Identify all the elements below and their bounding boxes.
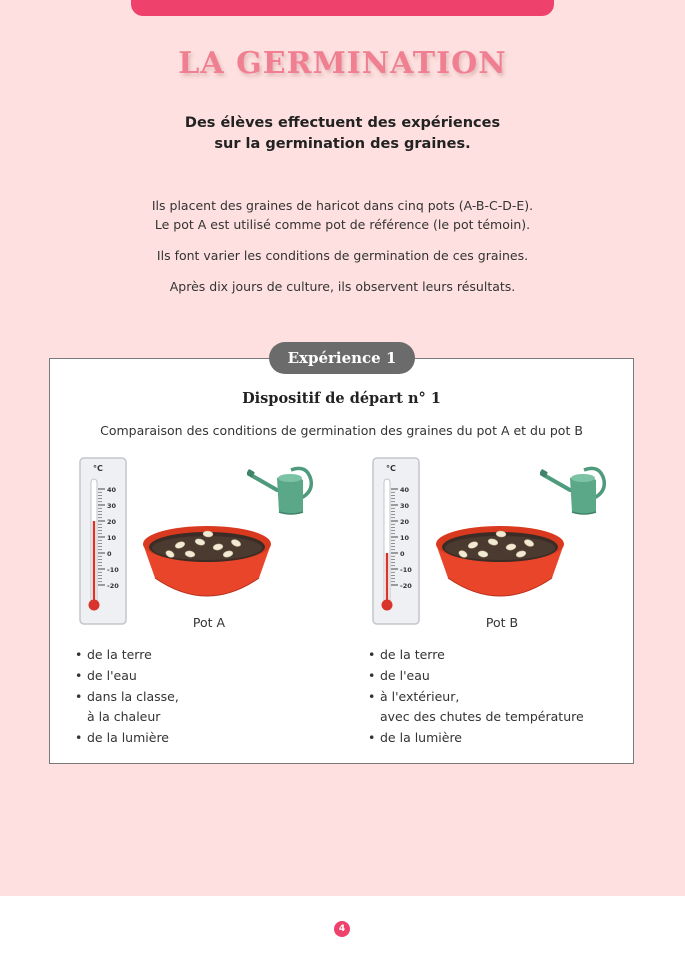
tick-label: 40 xyxy=(107,486,117,494)
intro-paragraph xyxy=(0,246,685,265)
tick-label: -10 xyxy=(400,566,412,574)
tick-label: 0 xyxy=(107,550,112,558)
comparison-text: Comparaison des conditions de germination des graines du pot A et du pot B xyxy=(100,423,583,438)
tick-label: 30 xyxy=(107,502,117,510)
thermometer-icon xyxy=(372,457,420,625)
experience-label: Expérience 1 xyxy=(269,342,415,374)
thermometer-mercury xyxy=(93,521,95,603)
tick-label: 10 xyxy=(400,534,410,542)
intro-paragraph xyxy=(0,196,685,234)
subtitle-line: sur la germination des graines. xyxy=(214,136,471,152)
intro-line: Ils placent des graines de haricot dans cinq pots (A-B-C-D-E). xyxy=(151,198,534,213)
thermometer-unit: °C xyxy=(386,464,396,473)
tick-label: 0 xyxy=(400,550,405,558)
list-item: • à l'extérieur, avec des chutes de température xyxy=(368,687,584,727)
list-item: • de la lumière xyxy=(75,728,179,748)
pot-b-conditions xyxy=(368,645,584,749)
intro-line: Après dix jours de culture, ils observent leurs résultats. xyxy=(169,279,516,294)
watering-can-icon xyxy=(247,462,315,516)
dispositif-heading: Dispositif de départ n° 1 xyxy=(242,390,441,407)
thermometer-icon xyxy=(79,457,127,625)
subtitle xyxy=(0,113,685,155)
list-item: • de la terre xyxy=(368,645,584,665)
header-tab xyxy=(131,0,554,16)
seed-pot-icon xyxy=(433,518,567,610)
pot-a-conditions xyxy=(75,645,179,749)
list-item: • dans la classe, à la chaleur xyxy=(75,687,179,727)
tick-label: 30 xyxy=(400,502,410,510)
tick-label: -10 xyxy=(107,566,119,574)
thermometer-mercury xyxy=(386,553,388,603)
list-item: • de la lumière xyxy=(368,728,584,748)
intro-paragraph xyxy=(0,277,685,296)
list-item: • de l'eau xyxy=(368,666,584,686)
tick-label: 10 xyxy=(107,534,117,542)
tick-label: 20 xyxy=(400,518,410,526)
list-item: • de la terre xyxy=(75,645,179,665)
pot-a-label: Pot A xyxy=(192,615,226,630)
page-title: LA GERMINATION xyxy=(178,46,507,81)
intro-line: Ils font varier les conditions de germination de ces graines. xyxy=(156,248,529,263)
thermometer-unit: °C xyxy=(93,464,103,473)
intro-line: Le pot A est utilisé comme pot de référence (le pot témoin). xyxy=(154,217,531,232)
tick-label: 40 xyxy=(400,486,410,494)
intro-text xyxy=(0,196,685,308)
page-number: 4 xyxy=(334,921,350,937)
subtitle-line: Des élèves effectuent des expériences xyxy=(184,115,501,131)
tick-label: 20 xyxy=(107,518,117,526)
pot-b-label: Pot B xyxy=(485,615,519,630)
list-item: • de l'eau xyxy=(75,666,179,686)
tick-label: -20 xyxy=(400,582,412,590)
watering-can-icon xyxy=(540,462,608,516)
seed-pot-icon xyxy=(140,518,274,610)
tick-label: -20 xyxy=(107,582,119,590)
